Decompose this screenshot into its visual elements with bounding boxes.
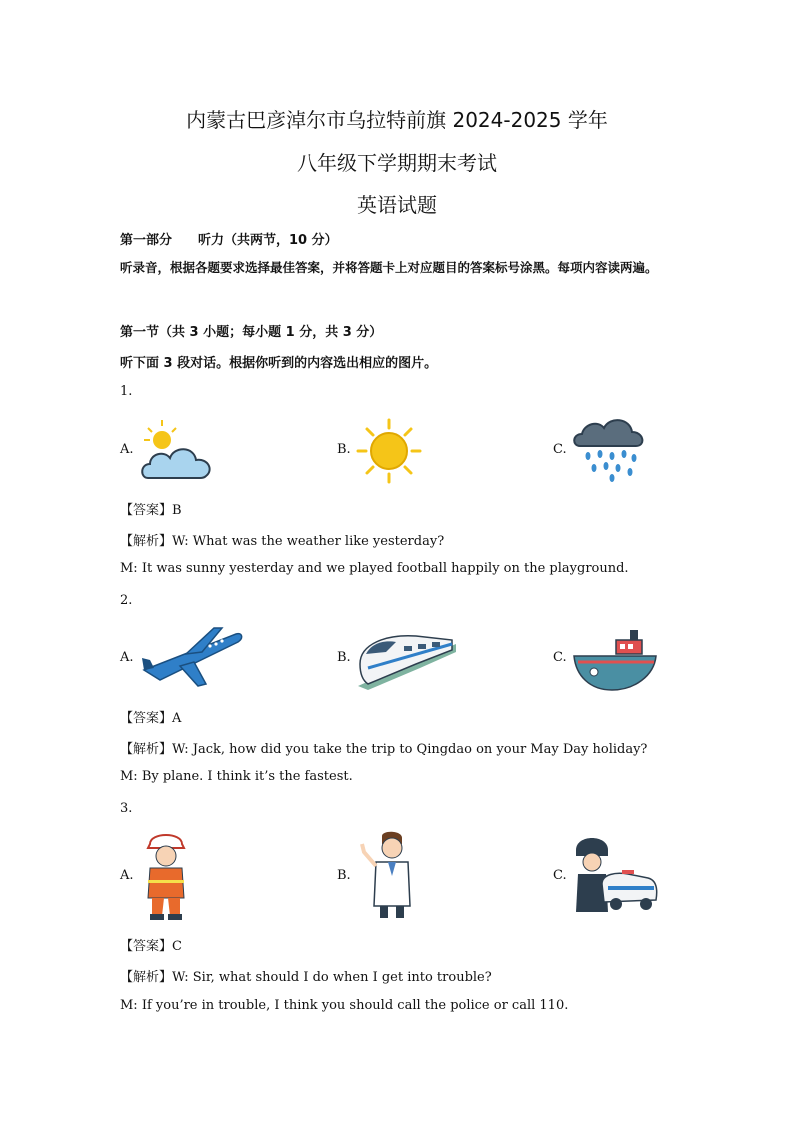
q2-option-b-label: B. [337, 650, 351, 665]
q3-analysis [120, 966, 492, 985]
section1-heading: 第一节（共 3 小题；每小题 1 分，共 3 分） [120, 325, 383, 340]
section1-instruction: 听下面 3 段对话。根据你听到的内容选出相应的图片。 [120, 356, 438, 371]
answer-value: B [172, 503, 182, 518]
q3-option-b-label: B. [337, 868, 351, 883]
high-speed-train-icon [356, 624, 458, 690]
analysis-w-line: W: What was the weather like yesterday? [172, 534, 445, 549]
q2-analysis-m-line: M: By plane. I think it’s the fastest. [120, 769, 353, 784]
q1-option-c-label: C. [553, 442, 567, 457]
partly-cloudy-icon [140, 418, 220, 484]
answer-tag: 【答案】 [120, 711, 173, 726]
analysis-tag: 【解析】 [120, 970, 173, 985]
q3-analysis-m-line: M: If you’re in trouble, I think you should call the police or call 110. [120, 998, 569, 1013]
analysis-w-line: W: Sir, what should I do when I get into trouble? [172, 970, 492, 985]
analysis-tag: 【解析】 [120, 742, 173, 757]
q3-answer [120, 935, 182, 954]
part1-heading: 第一部分 听力（共两节，10 分） [120, 233, 338, 248]
q1-option-a-label: A. [120, 442, 134, 457]
doctor-icon [356, 828, 420, 922]
answer-tag: 【答案】 [120, 939, 173, 954]
question-2-number: 2. [120, 593, 133, 608]
answer-value: C [172, 939, 182, 954]
q2-answer [120, 707, 181, 726]
sun-icon [356, 418, 422, 484]
q3-option-c-label: C. [553, 868, 567, 883]
firefighter-icon [140, 828, 192, 922]
q2-option-a-label: A. [120, 650, 134, 665]
exam-title-line2: 八年级下学期期末考试 [297, 151, 497, 175]
question-1-number: 1. [120, 384, 133, 399]
answer-value: A [172, 711, 182, 726]
q1-analysis [120, 530, 444, 549]
q3-option-a-label: A. [120, 868, 134, 883]
question-3-number: 3. [120, 801, 133, 816]
q1-option-b-label: B. [337, 442, 351, 457]
police-officer-icon [572, 830, 660, 920]
analysis-w-line: W: Jack, how did you take the trip to Qingdao on your May Day holiday? [172, 742, 648, 757]
analysis-tag: 【解析】 [120, 534, 173, 549]
exam-title-line3: 英语试题 [357, 193, 437, 217]
airplane-icon [140, 624, 244, 690]
exam-title-line1: 内蒙古巴彦淖尔市乌拉特前旗 2024-2025 学年 [186, 108, 608, 132]
q1-analysis-m-line: M: It was sunny yesterday and we played football happily on the playground. [120, 561, 629, 576]
q1-answer [120, 499, 182, 518]
q2-option-c-label: C. [553, 650, 567, 665]
q2-analysis [120, 738, 647, 757]
part1-instruction: 听录音，根据各题要求选择最佳答案，并将答题卡上对应题目的答案标号涂黑。每项内容读两遍。 [120, 260, 658, 275]
ship-icon [572, 624, 660, 694]
rain-cloud-icon [572, 416, 646, 484]
answer-tag: 【答案】 [120, 503, 173, 518]
